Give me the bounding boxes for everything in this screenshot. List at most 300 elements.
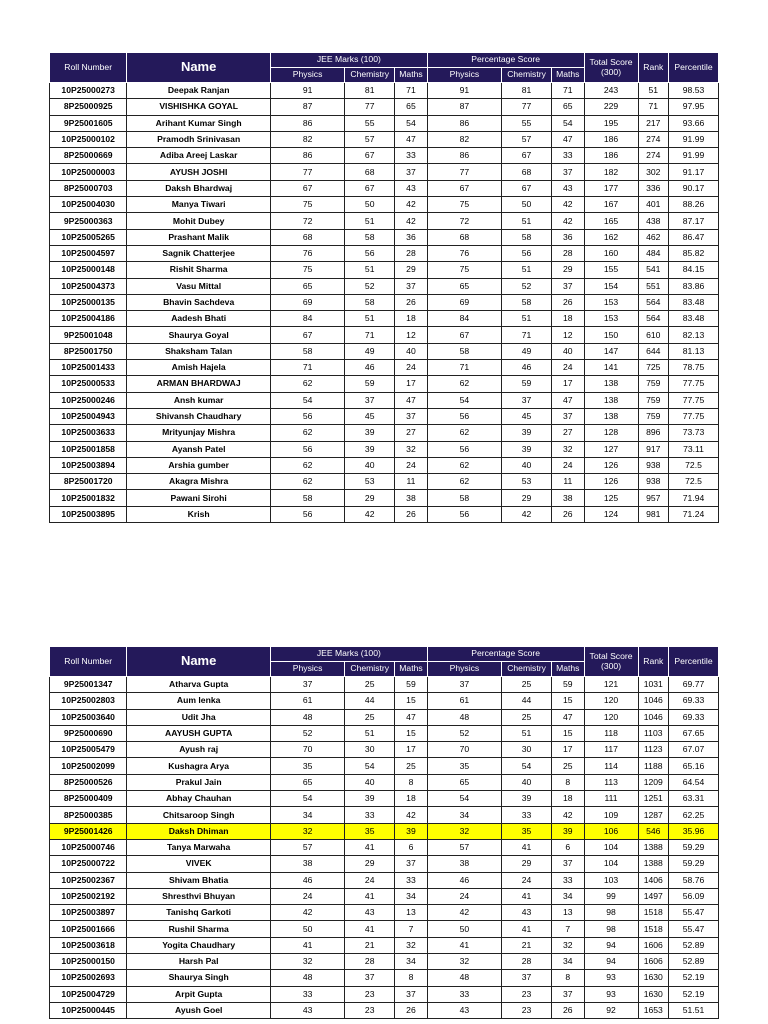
cell-jee-maths: 26 (395, 1002, 428, 1018)
cell-jee-maths: 26 (395, 294, 428, 310)
table-row (50, 311, 719, 327)
cell-jee-chemistry: 23 (345, 986, 395, 1002)
cell-pct-maths: 28 (551, 245, 584, 261)
cell-total-score: 94 (584, 937, 638, 953)
cell-total-score: 243 (584, 83, 638, 99)
cell-pct-maths: 8 (551, 774, 584, 790)
cell-percentile: 90.17 (669, 180, 719, 196)
table-body (50, 83, 719, 523)
table-header (50, 647, 719, 677)
cell-rank: 644 (638, 343, 669, 359)
header-name: Name (127, 53, 271, 83)
cell-pct-maths: 39 (551, 823, 584, 839)
table-row (50, 327, 719, 343)
cell-roll: 10P25000102 (50, 131, 127, 147)
header-jee-chemistry: Chemistry (345, 662, 395, 677)
cell-pct-chemistry: 37 (502, 970, 552, 986)
cell-jee-chemistry: 24 (345, 872, 395, 888)
cell-jee-physics: 75 (270, 262, 344, 278)
cell-roll: 10P25005265 (50, 229, 127, 245)
cell-jee-chemistry: 29 (345, 490, 395, 506)
cell-pct-chemistry: 77 (502, 99, 552, 115)
cell-jee-physics: 43 (270, 1002, 344, 1018)
cell-percentile: 86.47 (669, 229, 719, 245)
cell-jee-physics: 42 (270, 905, 344, 921)
header-name: Name (127, 647, 271, 677)
cell-pct-maths: 32 (551, 937, 584, 953)
cell-name: Aum lenka (127, 693, 271, 709)
cell-percentile: 52.89 (669, 937, 719, 953)
cell-name: Yogita Chaudhary (127, 937, 271, 953)
cell-pct-physics: 65 (427, 774, 501, 790)
cell-roll: 10P25004030 (50, 197, 127, 213)
cell-percentile: 62.25 (669, 807, 719, 823)
cell-jee-physics: 56 (270, 506, 344, 522)
table-row (50, 376, 719, 392)
cell-percentile: 88.26 (669, 197, 719, 213)
cell-pct-chemistry: 35 (502, 823, 552, 839)
cell-name: Bhavin Sachdeva (127, 294, 271, 310)
cell-pct-chemistry: 51 (502, 725, 552, 741)
cell-name: Pramodh Srinivasan (127, 131, 271, 147)
cell-rank: 759 (638, 392, 669, 408)
cell-jee-chemistry: 39 (345, 425, 395, 441)
cell-pct-chemistry: 59 (502, 376, 552, 392)
cell-name: AAYUSH GUPTA (127, 725, 271, 741)
cell-percentile: 97.95 (669, 99, 719, 115)
cell-total-score: 155 (584, 262, 638, 278)
cell-jee-chemistry: 68 (345, 164, 395, 180)
cell-pct-maths: 33 (551, 148, 584, 164)
cell-rank: 51 (638, 83, 669, 99)
cell-jee-maths: 38 (395, 490, 428, 506)
cell-rank: 1123 (638, 742, 669, 758)
header-rank: Rank (638, 53, 669, 83)
cell-rank: 217 (638, 115, 669, 131)
cell-rank: 1518 (638, 921, 669, 937)
cell-total-score: 114 (584, 758, 638, 774)
cell-pct-maths: 42 (551, 197, 584, 213)
table-row (50, 937, 719, 953)
cell-name: Amish Hajela (127, 360, 271, 376)
cell-jee-physics: 84 (270, 311, 344, 327)
cell-name: Aadesh Bhati (127, 311, 271, 327)
cell-total-score: 138 (584, 376, 638, 392)
cell-rank: 1287 (638, 807, 669, 823)
cell-pct-physics: 57 (427, 839, 501, 855)
cell-jee-physics: 71 (270, 360, 344, 376)
cell-rank: 541 (638, 262, 669, 278)
header-roll-number: Roll Number (50, 647, 127, 677)
header-percentile: Percentile (669, 53, 719, 83)
cell-name: Adiba Areej Laskar (127, 148, 271, 164)
cell-pct-physics: 50 (427, 921, 501, 937)
cell-total-score: 99 (584, 888, 638, 904)
cell-jee-chemistry: 81 (345, 83, 395, 99)
header-total-line2: (300) (601, 660, 622, 671)
table-row (50, 921, 719, 937)
cell-rank: 1031 (638, 677, 669, 693)
cell-jee-physics: 76 (270, 245, 344, 261)
cell-jee-maths: 36 (395, 229, 428, 245)
header-jee-physics: Physics (270, 662, 344, 677)
cell-roll: 10P25000533 (50, 376, 127, 392)
cell-rank: 274 (638, 148, 669, 164)
cell-pct-maths: 34 (551, 888, 584, 904)
table-row (50, 709, 719, 725)
cell-pct-maths: 40 (551, 343, 584, 359)
cell-total-score: 162 (584, 229, 638, 245)
cell-rank: 401 (638, 197, 669, 213)
cell-pct-physics: 58 (427, 490, 501, 506)
cell-name: Ayansh Patel (127, 441, 271, 457)
cell-jee-chemistry: 25 (345, 677, 395, 693)
cell-name: Prashant Malik (127, 229, 271, 245)
cell-percentile: 83.48 (669, 294, 719, 310)
cell-pct-chemistry: 30 (502, 742, 552, 758)
cell-rank: 1606 (638, 954, 669, 970)
cell-roll: 10P25003633 (50, 425, 127, 441)
cell-pct-chemistry: 50 (502, 197, 552, 213)
cell-rank: 759 (638, 408, 669, 424)
cell-pct-physics: 54 (427, 791, 501, 807)
table-row (50, 693, 719, 709)
cell-pct-maths: 32 (551, 441, 584, 457)
cell-pct-chemistry: 67 (502, 180, 552, 196)
cell-jee-maths: 54 (395, 115, 428, 131)
cell-jee-maths: 37 (395, 408, 428, 424)
header-total-score (584, 53, 638, 83)
cell-pct-physics: 56 (427, 408, 501, 424)
cell-rank: 938 (638, 457, 669, 473)
cell-percentile: 91.17 (669, 164, 719, 180)
cell-name: Daksh Dhiman (127, 823, 271, 839)
cell-jee-physics: 41 (270, 937, 344, 953)
cell-pct-maths: 25 (551, 758, 584, 774)
cell-jee-chemistry: 37 (345, 970, 395, 986)
cell-pct-maths: 26 (551, 506, 584, 522)
cell-pct-maths: 47 (551, 392, 584, 408)
cell-jee-chemistry: 59 (345, 376, 395, 392)
cell-pct-chemistry: 28 (502, 954, 552, 970)
cell-total-score: 113 (584, 774, 638, 790)
cell-percentile: 69.77 (669, 677, 719, 693)
cell-jee-physics: 87 (270, 99, 344, 115)
cell-total-score: 92 (584, 1002, 638, 1018)
cell-jee-chemistry: 71 (345, 327, 395, 343)
header-pct-maths: Maths (551, 662, 584, 677)
cell-jee-physics: 67 (270, 327, 344, 343)
header-jee-maths: Maths (395, 68, 428, 83)
cell-pct-chemistry: 52 (502, 278, 552, 294)
cell-total-score: 121 (584, 677, 638, 693)
cell-roll: 10P25002192 (50, 888, 127, 904)
cell-name: Shresthvi Bhuyan (127, 888, 271, 904)
header-percentage-score: Percentage Score (427, 53, 584, 68)
cell-name: Ayush raj (127, 742, 271, 758)
cell-pct-physics: 52 (427, 725, 501, 741)
cell-jee-maths: 29 (395, 262, 428, 278)
cell-name: Shivansh Chaudhary (127, 408, 271, 424)
cell-name: Pawani Sirohi (127, 490, 271, 506)
cell-percentile: 84.15 (669, 262, 719, 278)
cell-pct-chemistry: 23 (502, 986, 552, 1002)
cell-total-score: 120 (584, 709, 638, 725)
table-row (50, 131, 719, 147)
cell-jee-physics: 62 (270, 474, 344, 490)
cell-jee-physics: 61 (270, 693, 344, 709)
cell-jee-maths: 7 (395, 921, 428, 937)
cell-jee-maths: 17 (395, 376, 428, 392)
cell-rank: 71 (638, 99, 669, 115)
cell-pct-physics: 62 (427, 425, 501, 441)
cell-rank: 1388 (638, 856, 669, 872)
cell-pct-chemistry: 45 (502, 408, 552, 424)
cell-roll: 10P25000003 (50, 164, 127, 180)
cell-jee-maths: 47 (395, 392, 428, 408)
cell-total-score: 229 (584, 99, 638, 115)
cell-percentile: 77.75 (669, 376, 719, 392)
cell-jee-physics: 72 (270, 213, 344, 229)
cell-total-score: 109 (584, 807, 638, 823)
table-row (50, 677, 719, 693)
table-row (50, 1002, 719, 1018)
cell-jee-maths: 59 (395, 677, 428, 693)
cell-pct-physics: 65 (427, 278, 501, 294)
marks-table (49, 52, 719, 523)
cell-pct-physics: 72 (427, 213, 501, 229)
cell-total-score: 98 (584, 921, 638, 937)
cell-jee-physics: 32 (270, 954, 344, 970)
cell-jee-chemistry: 51 (345, 262, 395, 278)
cell-pct-chemistry: 55 (502, 115, 552, 131)
cell-jee-maths: 24 (395, 360, 428, 376)
table-row (50, 164, 719, 180)
cell-total-score: 167 (584, 197, 638, 213)
cell-roll: 10P25003618 (50, 937, 127, 953)
cell-pct-physics: 34 (427, 807, 501, 823)
cell-pct-chemistry: 37 (502, 392, 552, 408)
cell-percentile: 52.19 (669, 970, 719, 986)
header-percentile: Percentile (669, 647, 719, 677)
cell-name: Kushagra Arya (127, 758, 271, 774)
cell-jee-maths: 42 (395, 807, 428, 823)
cell-jee-maths: 13 (395, 905, 428, 921)
cell-jee-physics: 48 (270, 709, 344, 725)
cell-percentile: 72.5 (669, 474, 719, 490)
cell-total-score: 153 (584, 294, 638, 310)
cell-pct-physics: 69 (427, 294, 501, 310)
cell-jee-physics: 86 (270, 148, 344, 164)
cell-jee-chemistry: 50 (345, 197, 395, 213)
cell-pct-maths: 47 (551, 709, 584, 725)
cell-pct-physics: 62 (427, 376, 501, 392)
cell-percentile: 58.76 (669, 872, 719, 888)
cell-jee-chemistry: 77 (345, 99, 395, 115)
cell-pct-physics: 82 (427, 131, 501, 147)
table-row (50, 742, 719, 758)
cell-percentile: 81.13 (669, 343, 719, 359)
cell-percentile: 52.19 (669, 986, 719, 1002)
table-row (50, 905, 719, 921)
cell-name: Atharva Gupta (127, 677, 271, 693)
cell-jee-chemistry: 45 (345, 408, 395, 424)
cell-pct-physics: 33 (427, 986, 501, 1002)
cell-jee-maths: 33 (395, 872, 428, 888)
cell-roll: 9P25001605 (50, 115, 127, 131)
results-sheet-1 (49, 52, 719, 523)
cell-jee-chemistry: 58 (345, 294, 395, 310)
cell-rank: 1518 (638, 905, 669, 921)
table-row (50, 360, 719, 376)
cell-jee-physics: 46 (270, 872, 344, 888)
cell-jee-physics: 56 (270, 408, 344, 424)
cell-percentile: 77.75 (669, 392, 719, 408)
cell-name: Prakul Jain (127, 774, 271, 790)
cell-jee-chemistry: 39 (345, 791, 395, 807)
table-row (50, 872, 719, 888)
cell-name: Mrityunjay Mishra (127, 425, 271, 441)
cell-name: Krish (127, 506, 271, 522)
cell-rank: 1630 (638, 986, 669, 1002)
cell-roll: 9P25000363 (50, 213, 127, 229)
cell-pct-physics: 54 (427, 392, 501, 408)
cell-percentile: 67.07 (669, 742, 719, 758)
cell-pct-physics: 32 (427, 954, 501, 970)
cell-pct-maths: 59 (551, 677, 584, 693)
cell-pct-maths: 42 (551, 213, 584, 229)
cell-pct-chemistry: 23 (502, 1002, 552, 1018)
cell-total-score: 150 (584, 327, 638, 343)
cell-jee-maths: 18 (395, 311, 428, 327)
cell-name: Mohit Dubey (127, 213, 271, 229)
cell-name: Shivam Bhatia (127, 872, 271, 888)
cell-jee-physics: 67 (270, 180, 344, 196)
cell-jee-chemistry: 37 (345, 392, 395, 408)
cell-percentile: 78.75 (669, 360, 719, 376)
cell-jee-chemistry: 54 (345, 758, 395, 774)
table-row (50, 774, 719, 790)
cell-jee-chemistry: 56 (345, 245, 395, 261)
cell-roll: 8P25001720 (50, 474, 127, 490)
cell-percentile: 71.24 (669, 506, 719, 522)
cell-jee-chemistry: 46 (345, 360, 395, 376)
cell-roll: 10P25002803 (50, 693, 127, 709)
cell-name: Deepak Ranjan (127, 83, 271, 99)
cell-roll: 10P25001832 (50, 490, 127, 506)
cell-rank: 1046 (638, 709, 669, 725)
cell-name: Akagra Mishra (127, 474, 271, 490)
cell-pct-maths: 37 (551, 278, 584, 294)
table-row (50, 343, 719, 359)
cell-jee-physics: 52 (270, 725, 344, 741)
cell-rank: 1653 (638, 1002, 669, 1018)
cell-pct-physics: 76 (427, 245, 501, 261)
cell-roll: 10P25003894 (50, 457, 127, 473)
cell-jee-chemistry: 25 (345, 709, 395, 725)
header-total-line1: Total Score (589, 56, 633, 67)
cell-total-score: 118 (584, 725, 638, 741)
cell-rank: 484 (638, 245, 669, 261)
cell-pct-chemistry: 43 (502, 905, 552, 921)
cell-pct-maths: 24 (551, 457, 584, 473)
cell-percentile: 55.47 (669, 905, 719, 921)
cell-roll: 9P25001347 (50, 677, 127, 693)
cell-pct-chemistry: 39 (502, 441, 552, 457)
cell-jee-physics: 65 (270, 774, 344, 790)
cell-pct-chemistry: 46 (502, 360, 552, 376)
cell-total-score: 104 (584, 839, 638, 855)
header-total-score (584, 647, 638, 677)
cell-roll: 8P25000385 (50, 807, 127, 823)
cell-pct-physics: 56 (427, 506, 501, 522)
cell-total-score: 94 (584, 954, 638, 970)
cell-jee-physics: 37 (270, 677, 344, 693)
cell-percentile: 55.47 (669, 921, 719, 937)
cell-pct-physics: 68 (427, 229, 501, 245)
cell-percentile: 51.51 (669, 1002, 719, 1018)
cell-pct-physics: 42 (427, 905, 501, 921)
table-row (50, 954, 719, 970)
cell-jee-physics: 62 (270, 425, 344, 441)
cell-percentile: 56.09 (669, 888, 719, 904)
cell-jee-chemistry: 51 (345, 213, 395, 229)
cell-total-score: 182 (584, 164, 638, 180)
cell-name: Udit Jha (127, 709, 271, 725)
table-row (50, 425, 719, 441)
cell-roll: 10P25003895 (50, 506, 127, 522)
cell-jee-maths: 28 (395, 245, 428, 261)
cell-rank: 759 (638, 376, 669, 392)
cell-roll: 8P25000703 (50, 180, 127, 196)
cell-jee-chemistry: 52 (345, 278, 395, 294)
cell-total-score: 98 (584, 905, 638, 921)
cell-percentile: 77.75 (669, 408, 719, 424)
cell-roll: 9P25001048 (50, 327, 127, 343)
cell-jee-maths: 6 (395, 839, 428, 855)
cell-pct-chemistry: 57 (502, 131, 552, 147)
cell-jee-chemistry: 49 (345, 343, 395, 359)
cell-pct-maths: 15 (551, 693, 584, 709)
cell-name: Shaurya Singh (127, 970, 271, 986)
cell-pct-physics: 46 (427, 872, 501, 888)
cell-jee-maths: 43 (395, 180, 428, 196)
cell-total-score: 128 (584, 425, 638, 441)
cell-total-score: 186 (584, 131, 638, 147)
header-jee-chemistry: Chemistry (345, 68, 395, 83)
cell-pct-chemistry: 40 (502, 457, 552, 473)
cell-pct-maths: 37 (551, 986, 584, 1002)
cell-jee-maths: 27 (395, 425, 428, 441)
cell-jee-chemistry: 42 (345, 506, 395, 522)
header-percentage-score: Percentage Score (427, 647, 584, 662)
table-row (50, 180, 719, 196)
cell-total-score: 165 (584, 213, 638, 229)
cell-roll: 8P25000669 (50, 148, 127, 164)
cell-pct-physics: 35 (427, 758, 501, 774)
cell-jee-physics: 35 (270, 758, 344, 774)
cell-name: Sagnik Chatterjee (127, 245, 271, 261)
cell-pct-chemistry: 44 (502, 693, 552, 709)
cell-pct-maths: 26 (551, 294, 584, 310)
cell-rank: 610 (638, 327, 669, 343)
cell-name: Ansh kumar (127, 392, 271, 408)
cell-pct-maths: 18 (551, 311, 584, 327)
cell-roll: 10P25003897 (50, 905, 127, 921)
table-row (50, 791, 719, 807)
cell-jee-physics: 58 (270, 490, 344, 506)
cell-percentile: 83.48 (669, 311, 719, 327)
